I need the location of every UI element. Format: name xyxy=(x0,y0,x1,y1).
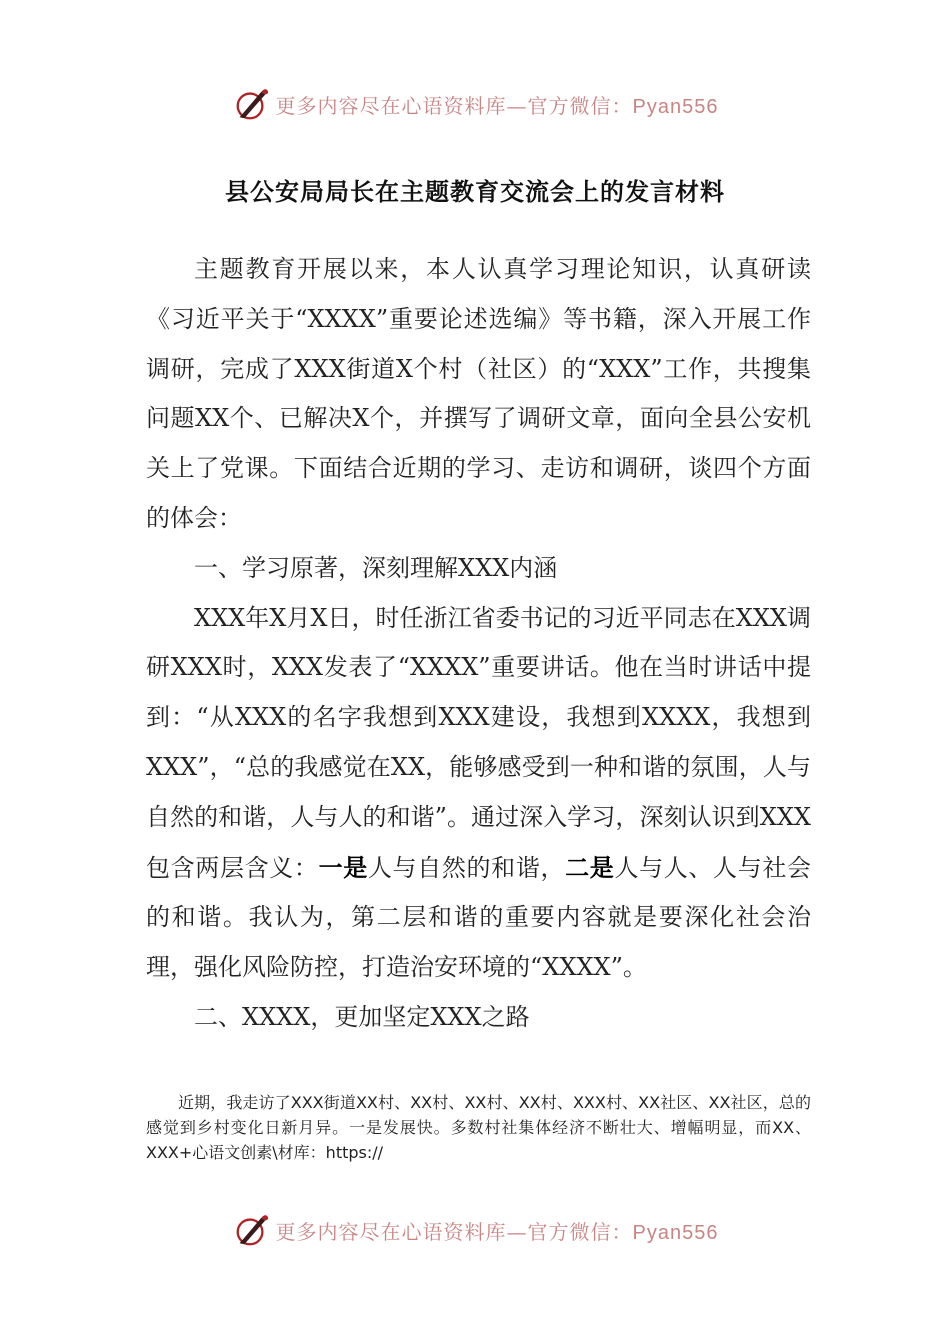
document-body xyxy=(146,245,811,1043)
watermark-text: 更多内容尽在心语资料库—官方微信：Pyan556 xyxy=(275,1219,719,1244)
intro-paragraph: 主题教育开展以来，本人认真学习理论知识，认真研读《习近平关于“XXXX”重要论述选编》等书籍，深入开展工作调研，完成了XXX街道X个村（社区）的“XXX”工作，共搜集问题XX个、已解决X个，并撰写了调研文章，面向全县公安机关上了党课。下面结合近期的学习、走访和调研，谈四个方面的体会： xyxy=(146,255,811,532)
section1-paragraph: XXX年X月X日，时任浙江省委书记的习近平同志在XXX调研XXX时，XXX发表了“XXXX”重要讲话。他在当时讲话中提到：“从XXX的名字我想到XXX建设，我想到XXXX，我想到XXX”，“总的我感觉在XX，能够感受到一种和谐的氛围，人与自然的和谐，人与人的和谐”。通过深入学习，深刻认识到XXX包含两层含义：一是人与自然的和谐，二是人与人、人与社会的和谐。我认为，第二层和谐的重要内容就是要深化社会治理，强化风险防控，打造治安环境的“XXXX”。 xyxy=(146,603,812,982)
section2-heading: 二、XXXX，更加坚定XXX之路 xyxy=(194,1002,530,1031)
section1-heading: 一、学习原著，深刻理解XXX内涵 xyxy=(194,553,558,582)
bold-marker-first: 一是 xyxy=(318,852,368,882)
section2-paragraph: 近期，我走访了XXX街道XX村、XX村、XX村、XX村、XXX村、XX社区、XX社区，总的感觉到乡村变化日新月异。一是发展快。多数村社集体经济不断壮大、增幅明显，而XX、XXX+心语文创素\材库：https:// xyxy=(146,1093,811,1162)
quill-pen-icon xyxy=(232,1211,270,1249)
quill-pen-icon xyxy=(232,85,270,123)
document-title: 县公安局局长在主题教育交流会上的发言材料 xyxy=(225,177,725,206)
header-watermark-banner xyxy=(0,82,950,126)
bold-marker-second: 二是 xyxy=(565,852,615,882)
watermark-text: 更多内容尽在心语资料库—官方微信：Pyan556 xyxy=(275,93,719,118)
footer-watermark-banner xyxy=(0,1208,950,1252)
wechat-account: Pyan556 xyxy=(632,1221,719,1244)
wechat-account: Pyan556 xyxy=(632,95,719,118)
